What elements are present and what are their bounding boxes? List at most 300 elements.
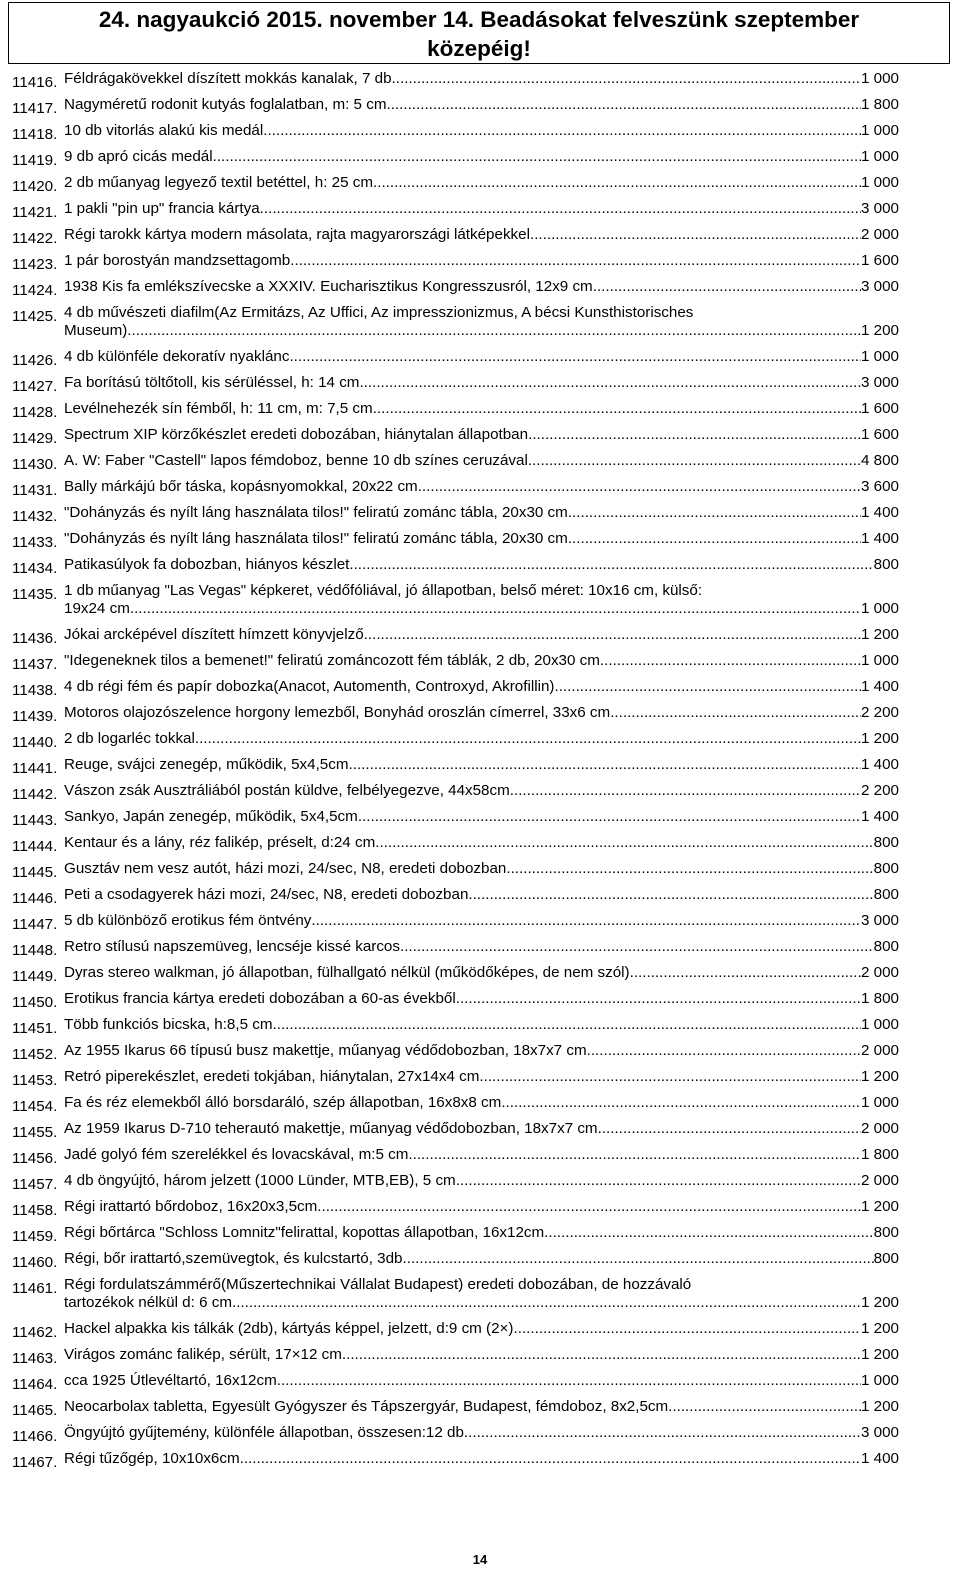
header-line-2: közepéig!: [427, 36, 531, 61]
lot-price: 4 800: [860, 452, 899, 469]
lot-description-text: Fa borítású töltőtoll, kis sérüléssel, h: 14 cm: [64, 374, 360, 391]
lot-number: 11431.: [12, 482, 58, 499]
lot-description: [64, 964, 899, 982]
lot-description: [64, 1224, 899, 1242]
lot-description: [64, 678, 899, 696]
dot-leader: [260, 200, 861, 218]
lot-price: 1 000: [860, 70, 899, 87]
dot-leader: [317, 1198, 861, 1216]
lot-description: [64, 278, 899, 296]
lot-item: [0, 782, 960, 808]
lot-description: [64, 886, 899, 904]
lot-description: [64, 582, 899, 618]
lot-description-text: 1 pakli "pin up" francia kártya: [64, 200, 260, 217]
dot-leader: [479, 1068, 861, 1086]
lot-price: 1 200: [860, 626, 899, 643]
lot-number: 11435.: [12, 586, 58, 603]
lot-description-text: Régi, bőr irattartó,szemüvegtok, és kulcstartó, 3db: [64, 1250, 403, 1267]
dot-leader: [600, 652, 861, 670]
lot-item: [0, 200, 960, 226]
dot-leader: [514, 1320, 861, 1338]
lot-number: 11417.: [12, 100, 58, 117]
dot-leader: [232, 1294, 861, 1312]
lot-description-text: Öngyújtó gyűjtemény, különféle állapotban, összesen:12 db: [64, 1424, 464, 1441]
lot-description: [64, 1346, 899, 1364]
lot-item: [0, 1250, 960, 1276]
lot-price: 1 200: [860, 1398, 899, 1415]
lot-description: [64, 860, 899, 878]
lot-description: [64, 1398, 899, 1416]
lot-description-text: 2 db műanyag legyező textil betéttel, h: 25 cm: [64, 174, 373, 191]
dot-leader: [403, 1250, 874, 1268]
lot-description-text: Motoros olajozószelence horgony lemezből, Bonyhád oroszlán címerrel, 33x6 cm: [64, 704, 611, 721]
lot-number: 11447.: [12, 916, 58, 933]
lot-price: 1 800: [860, 96, 899, 113]
lot-description-text: Az 1955 Ikarus 66 típusú busz makettje, műanyag védődobozban, 18x7x7 cm: [64, 1042, 587, 1059]
lot-number: 11445.: [12, 864, 58, 881]
lot-item: [0, 860, 960, 886]
lot-description-text: Virágos zománc falikép, sérült, 17×12 cm: [64, 1346, 342, 1363]
dot-leader: [311, 912, 861, 930]
lot-description: [64, 1424, 899, 1442]
dot-leader: [289, 348, 861, 366]
lot-price: 1 200: [860, 1294, 899, 1311]
lot-price: 1 600: [860, 426, 899, 443]
dot-leader: [510, 782, 861, 800]
lot-item: [0, 1320, 960, 1346]
header-line-1: 24. nagyaukció 2015. november 14. Beadásokat felveszünk szeptember: [98, 7, 860, 32]
lot-number: 11421.: [12, 204, 58, 221]
lot-item: [0, 652, 960, 678]
lot-price: 2 000: [860, 226, 899, 243]
lot-number: 11450.: [12, 994, 58, 1011]
lot-price: 800: [873, 834, 899, 851]
lot-item: [0, 556, 960, 582]
lot-description: [64, 834, 899, 852]
lot-description-text: A. W: Faber "Castell" lapos fémdoboz, benne 10 db színes ceruzával: [64, 452, 528, 469]
lot-description: [64, 96, 899, 114]
lot-description: [64, 252, 899, 270]
lot-number: 11418.: [12, 126, 58, 143]
lot-description: [64, 426, 899, 444]
lot-number: 11467.: [12, 1454, 58, 1471]
lot-description: [64, 70, 899, 88]
lot-price: 1 000: [860, 148, 899, 165]
lot-item: [0, 730, 960, 756]
auction-header: [8, 2, 950, 64]
dot-leader: [456, 1172, 861, 1190]
lot-description-text: Gusztáv nem vesz autót, házi mozi, 24/sec, N8, eredeti dobozban: [64, 860, 507, 877]
lot-description-text: Retro stílusú napszemüveg, lencséje kissé karcos: [64, 938, 400, 955]
lot-price: 1 000: [860, 174, 899, 191]
dot-leader: [130, 600, 861, 618]
lot-description: [64, 304, 899, 340]
lot-description: [64, 730, 899, 748]
dot-leader: [610, 704, 861, 722]
dot-leader: [359, 374, 861, 392]
page-number: 14: [472, 1552, 488, 1567]
lot-description-text: 1938 Kis fa emlékszívecske a XXXIV. Eucharisztikus Kongresszusról, 12x9 cm: [64, 278, 593, 295]
lot-description-text: Jókai arcképével díszített hímzett könyvjelző: [64, 626, 364, 643]
lot-price: 1 000: [860, 1016, 899, 1033]
lot-description-text: Museum): [64, 322, 128, 339]
lot-price: 1 200: [860, 730, 899, 747]
lot-description: [64, 200, 899, 218]
lot-price: 1 400: [860, 756, 899, 773]
lot-description-text: Régi tűzőgép, 10x10x6cm: [64, 1450, 240, 1467]
lot-description: [64, 530, 899, 548]
dot-leader: [528, 426, 861, 444]
lot-price: 3 000: [860, 1424, 899, 1441]
lot-number: 11463.: [12, 1350, 58, 1367]
lot-number: 11460.: [12, 1254, 58, 1271]
lot-item: [0, 1346, 960, 1372]
lot-number: 11437.: [12, 656, 58, 673]
lot-item: [0, 1372, 960, 1398]
lot-item: [0, 304, 960, 348]
lot-item: [0, 278, 960, 304]
lot-price: 3 600: [860, 478, 899, 495]
lot-price: 1 400: [860, 1450, 899, 1467]
lot-price: 1 000: [860, 122, 899, 139]
lot-description-text: Régi bőrtárca "Schloss Lomnitz"felirattal, kopottas állapotban, 16x12cm: [64, 1224, 545, 1241]
lot-item: [0, 912, 960, 938]
lot-price: 1 200: [860, 1346, 899, 1363]
lot-description: [64, 626, 899, 644]
lot-price: 1 800: [860, 1146, 899, 1163]
lot-item: [0, 704, 960, 730]
lot-price: 1 200: [860, 1320, 899, 1337]
lot-description-text: Spectrum XIP körzőkészlet eredeti dobozában, hiánytalan állapotban: [64, 426, 529, 443]
lot-item: [0, 938, 960, 964]
lot-item: [0, 1398, 960, 1424]
lot-item: [0, 1424, 960, 1450]
lot-number: 11438.: [12, 682, 58, 699]
lot-item: [0, 252, 960, 278]
lot-description-text: Levélnehezék sín fémből, h: 11 cm, m: 7,5 cm: [64, 400, 373, 417]
lot-description-text: "Dohányzás és nyílt láng használata tilos!" feliratú zománc tábla, 20x30 cm: [64, 530, 568, 547]
lot-number: 11441.: [12, 760, 58, 777]
lot-price: 2 200: [860, 704, 899, 721]
lot-item: [0, 174, 960, 200]
lot-item: [0, 1450, 960, 1476]
lot-item: [0, 1042, 960, 1068]
lot-item: [0, 808, 960, 834]
dot-leader: [195, 730, 861, 748]
dot-leader: [396, 70, 861, 88]
lot-item: [0, 1146, 960, 1172]
lot-number: 11459.: [12, 1228, 58, 1245]
lot-item: [0, 1120, 960, 1146]
lot-description: [64, 938, 899, 956]
lot-description-text: Fa és réz elemekből álló borsdaráló, szép állapotban, 16x8x8 cm: [64, 1094, 502, 1111]
lot-description-text: "Idegeneknek tilos a bemenet!" feliratú zománcozott fém táblák, 2 db, 20x30 cm: [64, 652, 600, 669]
dot-leader: [127, 322, 861, 340]
lot-number: 11456.: [12, 1150, 58, 1167]
dot-leader: [373, 174, 861, 192]
lot-price: 1 400: [860, 808, 899, 825]
lot-description-text: Sankyo, Japán zenegép, működik, 5x4,5cm: [64, 808, 358, 825]
lot-description: [64, 1146, 899, 1164]
lot-description-text: 4 db öngyújtó, három jelzett (1000 Lünder, MTB,EB), 5 cm: [64, 1172, 456, 1189]
lot-description-text: Retró piperekészlet, eredeti tokjában, hiánytalan, 27x14x4 cm: [64, 1068, 480, 1085]
lot-item: [0, 530, 960, 556]
lot-description-text: Régi tarokk kártya modern másolata, rajta magyarországi látképekkel: [64, 226, 530, 243]
dot-leader: [464, 1424, 861, 1442]
lot-description-text: Erotikus francia kártya eredeti dobozában a 60-as évekből: [64, 990, 456, 1007]
dot-leader: [342, 1346, 861, 1364]
lot-number: 11454.: [12, 1098, 58, 1115]
lot-price: 800: [873, 938, 899, 955]
lot-description-text: 4 db régi fém és papír dobozka(Anacot, Automenth, Controxyd, Akrofillin): [64, 678, 555, 695]
lot-number: 11440.: [12, 734, 58, 751]
lot-number: 11453.: [12, 1072, 58, 1089]
lot-number: 11432.: [12, 508, 58, 525]
lot-number: 11425.: [12, 308, 58, 325]
lot-price: 1 200: [860, 1198, 899, 1215]
lot-description-text: 4 db különféle dekoratív nyaklánc: [64, 348, 290, 365]
lot-description: [64, 808, 899, 826]
lot-description-text: Dyras stereo walkman, jó állapotban, fülhallgató nélkül (működőképes, de nem szól): [64, 964, 630, 981]
lot-description-text: Patikasúlyok fa dobozban, hiányos készlet: [64, 556, 350, 573]
lot-price: 2 200: [860, 782, 899, 799]
lot-description: [64, 374, 899, 392]
dot-leader: [630, 964, 861, 982]
dot-leader: [263, 122, 861, 140]
lot-price: 1 400: [860, 504, 899, 521]
lot-description-text: Nagyméretű rodonit kutyás foglalatban, m: 5 cm: [64, 96, 387, 113]
lot-description: [64, 1042, 899, 1060]
lot-item: [0, 964, 960, 990]
lot-description-text: "Dohányzás és nyílt láng használata tilos!" feliratú zománc tábla, 20x30 cm: [64, 504, 568, 521]
lot-description-text: Bally márkájú bőr táska, kopásnyomokkal, 20x22 cm: [64, 478, 418, 495]
lot-number: 11430.: [12, 456, 58, 473]
lot-price: 800: [873, 1250, 899, 1267]
lot-number: 11449.: [12, 968, 58, 985]
lot-description-text: 10 db vitorlás alakú kis medál: [64, 122, 264, 139]
lot-description: [64, 348, 899, 366]
lot-description-text: cca 1925 Útlevéltartó, 16x12cm: [64, 1372, 277, 1389]
lot-number: 11419.: [12, 152, 58, 169]
lot-price: 3 000: [860, 374, 899, 391]
dot-leader: [530, 226, 861, 244]
lot-item: [0, 1016, 960, 1042]
dot-leader: [554, 678, 861, 696]
lot-description: [64, 556, 899, 574]
lot-description: [64, 504, 899, 522]
lot-price: 800: [873, 860, 899, 877]
lot-description: [64, 782, 899, 800]
lot-price: 1 000: [860, 1372, 899, 1389]
dot-leader: [468, 886, 873, 904]
lot-number: 11416.: [12, 74, 58, 91]
dot-leader: [277, 1372, 861, 1390]
lot-description-text: Féldrágakövekkel díszített mokkás kanalak, 7 db.: [64, 70, 396, 87]
dot-leader: [400, 938, 874, 956]
lot-item: [0, 1094, 960, 1120]
lot-description: [64, 1068, 899, 1086]
dot-leader: [349, 556, 873, 574]
lot-item: [0, 122, 960, 148]
lot-price: 3 000: [860, 200, 899, 217]
lot-item: [0, 756, 960, 782]
lot-description: [64, 1172, 899, 1190]
lot-description: [64, 1372, 899, 1390]
lot-number: 11442.: [12, 786, 58, 803]
lot-price: 1 000: [860, 600, 899, 617]
lot-item: [0, 582, 960, 626]
lot-description: [64, 1450, 899, 1468]
lot-description: [64, 174, 899, 192]
lot-list: [0, 70, 960, 1476]
lot-item: [0, 886, 960, 912]
lot-item: [0, 1224, 960, 1250]
lot-item: [0, 834, 960, 860]
lot-description: [64, 1198, 899, 1216]
lot-description-text: Régi fordulatszámmérő(Műszertechnikai Vállalat Budapest) eredeti dobozában, de hozzávaló: [64, 1276, 692, 1293]
lot-description-text: Peti a csodagyerek házi mozi, 24/sec, N8, eredeti dobozban: [64, 886, 469, 903]
lot-item: [0, 478, 960, 504]
dot-leader: [349, 756, 861, 774]
lot-description: [64, 226, 899, 244]
lot-item: [0, 426, 960, 452]
lot-number: 11436.: [12, 630, 58, 647]
dot-leader: [358, 808, 861, 826]
lot-number: 11446.: [12, 890, 58, 907]
lot-description: [64, 122, 899, 140]
lot-number: 11462.: [12, 1324, 58, 1341]
lot-number: 11434.: [12, 560, 58, 577]
lot-item: [0, 96, 960, 122]
dot-leader: [593, 278, 861, 296]
lot-price: 1 200: [860, 1068, 899, 1085]
lot-item: [0, 504, 960, 530]
lot-price: 2 000: [860, 964, 899, 981]
lot-item: [0, 226, 960, 252]
lot-item: [0, 990, 960, 1016]
lot-description-text: 19x24 cm: [64, 600, 130, 617]
lot-description-text: Több funkciós bicska, h:8,5 cm: [64, 1016, 273, 1033]
lot-item: [0, 400, 960, 426]
lot-price: 800: [873, 1224, 899, 1241]
lot-number: 11433.: [12, 534, 58, 551]
dot-leader: [373, 400, 861, 418]
lot-price: 1 400: [860, 678, 899, 695]
lot-description-text: 9 db apró cicás medál: [64, 148, 213, 165]
lot-description: [64, 1016, 899, 1034]
lot-description-text: 1 pár borostyán mandzsettagomb: [64, 252, 291, 269]
lot-description-text: 4 db művészeti diafilm(Az Ermitázs, Az Uffici, Az impresszionizmus, A bécsi Kunsthistorisches: [64, 304, 694, 321]
lot-item: [0, 348, 960, 374]
lot-price: 2 000: [860, 1120, 899, 1137]
lot-item: [0, 374, 960, 400]
lot-description: [64, 756, 899, 774]
lot-price: 3 000: [860, 912, 899, 929]
lot-price: 1 600: [860, 400, 899, 417]
dot-leader: [598, 1120, 861, 1138]
dot-leader: [568, 530, 861, 548]
lot-price: 1 600: [860, 252, 899, 269]
lot-price: 1 800: [860, 990, 899, 1007]
dot-leader: [544, 1224, 873, 1242]
lot-item: [0, 1276, 960, 1320]
dot-leader: [386, 96, 861, 114]
lot-number: 11465.: [12, 1402, 58, 1419]
lot-description-text: 2 db logarléc tokkal: [64, 730, 195, 747]
lot-number: 11455.: [12, 1124, 58, 1141]
lot-price: 2 000: [860, 1172, 899, 1189]
lot-number: 11429.: [12, 430, 58, 447]
lot-description: [64, 478, 899, 496]
lot-price: 3 000: [860, 278, 899, 295]
lot-number: 11428.: [12, 404, 58, 421]
lot-number: 11448.: [12, 942, 58, 959]
lot-price: 800: [873, 886, 899, 903]
dot-leader: [501, 1094, 861, 1112]
lot-number: 11427.: [12, 378, 58, 395]
lot-item: [0, 1198, 960, 1224]
lot-price: 1 200: [860, 322, 899, 339]
lot-description-text: 5 db különböző erotikus fém öntvény: [64, 912, 312, 929]
lot-number: 11443.: [12, 812, 58, 829]
lot-description-text: Hackel alpakka kis tálkák (2db), kártyás képpel, jelzett, d:9 cm (2×): [64, 1320, 514, 1337]
lot-number: 11426.: [12, 352, 58, 369]
lot-description: [64, 1120, 899, 1138]
lot-description-text: Jadé golyó fém szerelékkel és lovacskával, m:5 cm: [64, 1146, 409, 1163]
lot-price: 1 000: [860, 652, 899, 669]
lot-item: [0, 678, 960, 704]
lot-number: 11461.: [12, 1280, 58, 1297]
lot-description: [64, 400, 899, 418]
lot-description: [64, 912, 899, 930]
dot-leader: [668, 1398, 861, 1416]
dot-leader: [364, 626, 861, 644]
lot-description-text: Kentaur és a lány, réz falikép, préselt, d:24 cm: [64, 834, 376, 851]
lot-description: [64, 148, 899, 166]
lot-number: 11457.: [12, 1176, 58, 1193]
dot-leader: [213, 148, 861, 166]
dot-leader: [408, 1146, 861, 1164]
dot-leader: [290, 252, 861, 270]
lot-item: [0, 1068, 960, 1094]
lot-number: 11420.: [12, 178, 58, 195]
lot-item: [0, 1172, 960, 1198]
lot-number: 11422.: [12, 230, 58, 247]
lot-description: [64, 1276, 899, 1312]
dot-leader: [506, 860, 873, 878]
dot-leader: [240, 1450, 861, 1468]
lot-description: [64, 1320, 899, 1338]
lot-price: 2 000: [860, 1042, 899, 1059]
lot-number: 11458.: [12, 1202, 58, 1219]
lot-number: 11466.: [12, 1428, 58, 1445]
lot-item: [0, 70, 960, 96]
lot-price: 1 000: [860, 348, 899, 365]
lot-description-text: tartozékok nélkül d: 6 cm: [64, 1294, 232, 1311]
dot-leader: [418, 478, 861, 496]
lot-price: 1 400: [860, 530, 899, 547]
lot-description-text: Régi irattartó bőrdoboz, 16x20x3,5cm: [64, 1198, 318, 1215]
lot-price: 800: [873, 556, 899, 573]
lot-number: 11444.: [12, 838, 58, 855]
lot-item: [0, 148, 960, 174]
lot-description: [64, 452, 899, 470]
lot-description-text: 1 db műanyag "Las Vegas" képkeret, védőfóliával, jó állapotban, belső méret: 10x16 cm, külső:: [64, 582, 703, 599]
dot-leader: [375, 834, 873, 852]
lot-number: 11452.: [12, 1046, 58, 1063]
lot-description-text: Neocarbolax tabletta, Egyesült Gyógyszer és Tápszergyár, Budapest, fémdoboz, 8x2,5cm: [64, 1398, 669, 1415]
lot-description: [64, 652, 899, 670]
